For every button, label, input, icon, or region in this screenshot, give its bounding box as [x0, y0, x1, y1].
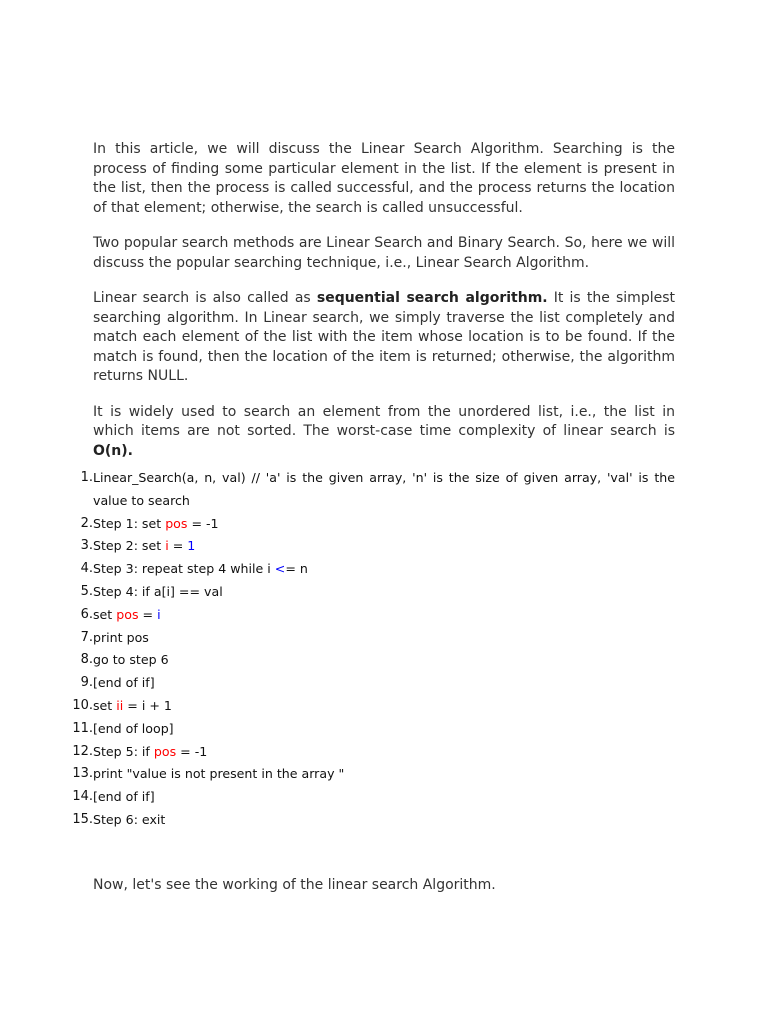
intro-paragraph: In this article, we will discuss the Linear Search Algorithm. Searching is the process of finding some particular element in the list. If the element is present in the list, then the process is called successful, and the process returns the location of that element; otherwise, the search is called unsuccessful.: [93, 141, 675, 216]
code-token: Step 2: set: [93, 538, 166, 554]
line-number: 6.: [80, 606, 93, 622]
code-text: [93, 604, 675, 627]
code-token: Step 4: if a[i] == val: [93, 583, 223, 599]
code-token: = -1: [187, 515, 219, 531]
code-token: Step 5: if: [93, 743, 154, 759]
line-number: 7.: [80, 629, 93, 645]
definition-paragraph: [93, 289, 675, 387]
line-number: 14.: [72, 789, 93, 805]
code-text: [93, 535, 675, 558]
line-number: 8.: [80, 652, 93, 668]
code-token: set: [93, 697, 117, 713]
code-variable: pos: [116, 606, 139, 622]
code-variable: pos: [153, 743, 177, 759]
line-number: 12.: [72, 743, 93, 759]
definition-bold-term: sequential search algorithm.: [316, 290, 548, 306]
algorithm-code-list: [60, 467, 675, 832]
code-line: [60, 763, 675, 786]
line-number: 10.: [72, 697, 93, 713]
code-token: Step 6: exit: [93, 811, 166, 827]
code-token: print pos: [93, 629, 149, 645]
code-text: [93, 786, 675, 809]
code-text: [93, 718, 675, 741]
line-number: 9.: [80, 675, 93, 691]
line-number: 15.: [72, 811, 93, 827]
code-text: [93, 672, 675, 695]
code-variable: i: [165, 538, 169, 554]
code-variable: ii: [116, 697, 124, 713]
code-text: [93, 809, 675, 832]
code-literal: <: [274, 561, 286, 577]
line-number: 5.: [80, 583, 93, 599]
code-token: Linear_Search(a, n, val) // 'a' is the given array, 'n' is the size of given array, 'val' is the value to search: [93, 470, 675, 508]
code-text: [93, 581, 675, 604]
code-token: print "value is not present in the array ": [93, 766, 345, 782]
code-text: [93, 649, 675, 672]
code-line: [60, 649, 675, 672]
code-line: [60, 467, 675, 513]
code-line: [60, 809, 675, 832]
code-line: [60, 786, 675, 809]
code-line: [60, 604, 675, 627]
code-token: = n: [285, 561, 308, 577]
code-text: [93, 467, 675, 513]
code-line: [60, 695, 675, 718]
line-number: 2.: [80, 515, 93, 531]
code-token: Step 1: set: [93, 515, 166, 531]
code-token: go to step 6: [93, 652, 169, 668]
code-variable: pos: [165, 515, 188, 531]
code-token: [end of loop]: [93, 720, 174, 736]
code-token: =: [138, 606, 158, 622]
complexity-text: It is widely used to search an element from the unordered list, i.e., the list in which items are not sorted. The worst-case time complexity of linear search is: [93, 403, 675, 439]
article-body: [93, 140, 675, 477]
definition-text-end: It is the simplest searching algorithm. In Linear search, we simply traverse the list completely and match each element of the list with the item whose location is to be found. If the match is found, then the location of the item is returned; otherwise, the algorithm returns NULL.: [93, 290, 675, 384]
code-text: [93, 513, 675, 536]
code-line: [60, 672, 675, 695]
code-text: [93, 558, 675, 581]
code-line: [60, 627, 675, 650]
line-number: 4.: [80, 561, 93, 577]
code-token: set: [93, 606, 117, 622]
complexity-bold: O(n).: [93, 442, 133, 459]
closing-paragraph: Now, let's see the working of the linear search Algorithm.: [93, 877, 496, 893]
code-line: [60, 535, 675, 558]
complexity-paragraph: [93, 403, 675, 462]
line-number: 11.: [72, 720, 93, 736]
code-token: = i + 1: [123, 697, 172, 713]
code-line: [60, 741, 675, 764]
definition-text-start: Linear search is also called as: [93, 290, 317, 306]
code-text: [93, 741, 675, 764]
code-text: [93, 627, 675, 650]
code-literal: 1: [187, 538, 196, 554]
code-token: =: [168, 538, 188, 554]
code-text: [93, 763, 675, 786]
code-literal: i: [157, 606, 161, 622]
methods-paragraph: Two popular search methods are Linear Search and Binary Search. So, here we will discuss the popular searching technique, i.e., Linear Search Algorithm.: [93, 235, 675, 271]
line-number: 3.: [80, 538, 93, 554]
line-number: 1.: [80, 470, 93, 485]
line-number: 13.: [72, 766, 93, 782]
code-token: [end of if]: [93, 789, 155, 805]
code-line: [60, 581, 675, 604]
code-line: [60, 718, 675, 741]
code-token: Step 3: repeat step 4 while i: [93, 561, 275, 577]
code-text: [93, 695, 675, 718]
code-line: [60, 558, 675, 581]
code-line: [60, 513, 675, 536]
code-token: [end of if]: [93, 675, 155, 691]
code-token: = -1: [176, 743, 208, 759]
